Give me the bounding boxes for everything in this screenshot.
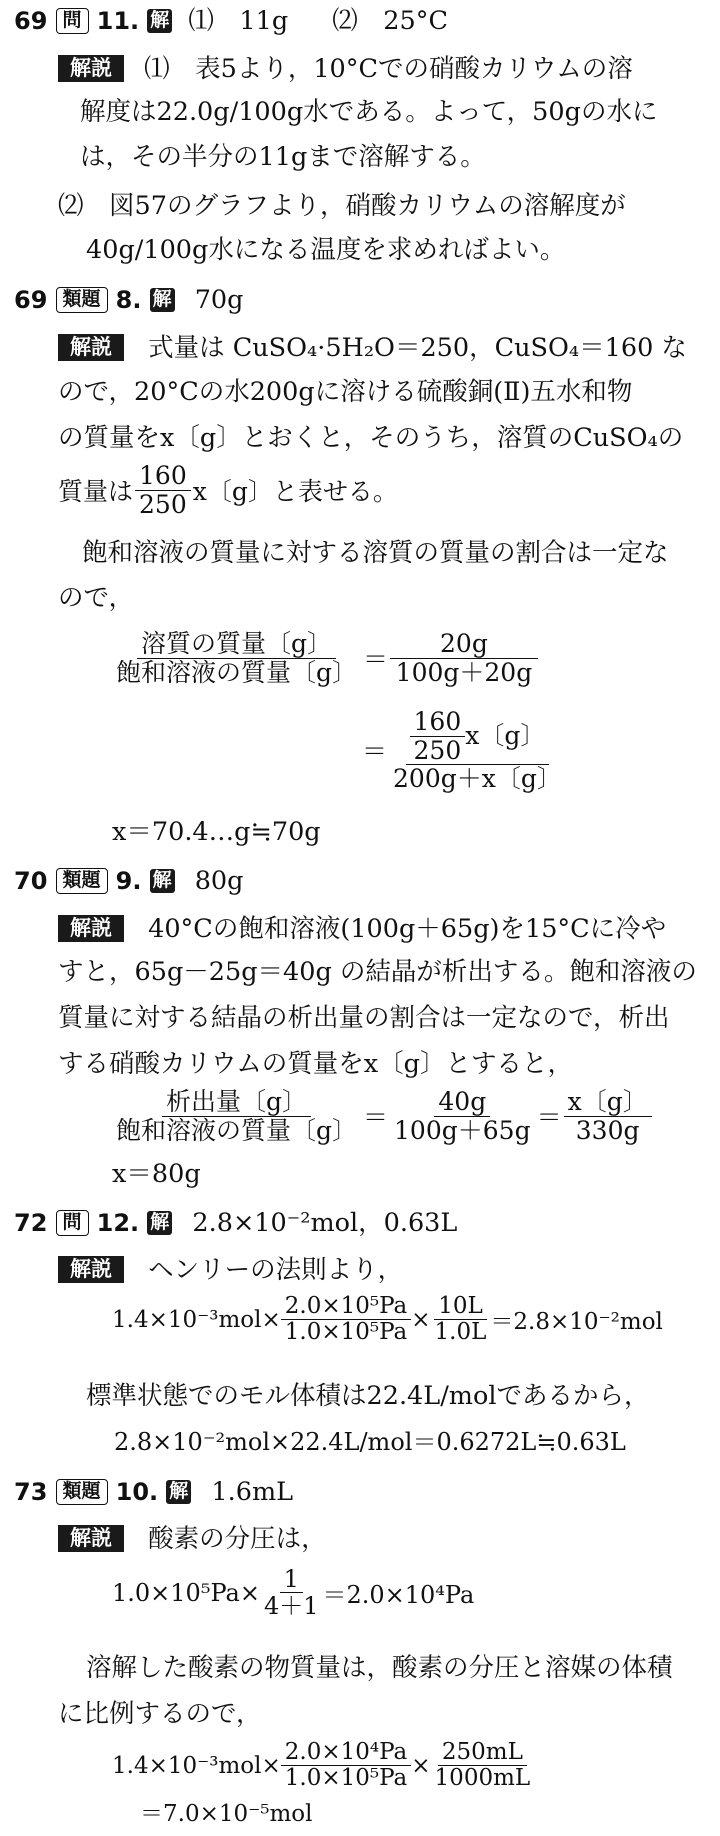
- equation: [362, 708, 566, 793]
- text-line: 溶解した酸素の物質量は，酸素の分圧と溶媒の体積: [86, 1653, 673, 1683]
- page-ref: 72: [14, 1209, 48, 1237]
- numerator: 2.0×10⁴Pa: [281, 1740, 412, 1766]
- numerator: [406, 708, 550, 765]
- equals: ＝: [363, 645, 389, 674]
- denominator: 1.0×10⁵Pa: [284, 1319, 408, 1346]
- explanation-badge: 解説: [58, 1525, 124, 1552]
- text: 1.4×10⁻³mol×: [112, 1752, 281, 1779]
- numerator: 1: [280, 1566, 303, 1593]
- text-line: ヘンリーの法則より，: [148, 1255, 404, 1285]
- question-number: 12.: [96, 1209, 140, 1237]
- answer: 70g: [194, 285, 244, 315]
- label-box: 類題: [56, 287, 108, 313]
- denominator: 100g＋65g: [394, 1115, 531, 1145]
- numerator: 溶質の質量〔g〕: [137, 630, 336, 659]
- fraction: [564, 1088, 652, 1144]
- numerator: 10L: [434, 1294, 487, 1320]
- question-number: 8.: [115, 286, 142, 314]
- explanation-badge: 解説: [58, 334, 124, 361]
- header-70-ruidai9: [14, 868, 243, 895]
- explanation-line: [58, 55, 633, 83]
- header-72-q12: [14, 1210, 457, 1237]
- times: ×: [411, 1306, 431, 1333]
- inner-fraction: [410, 708, 466, 764]
- header-69-q11: [14, 8, 448, 35]
- page-ref: 69: [14, 286, 48, 314]
- answer: 2.8×10⁻²mol，0.63L: [192, 1208, 458, 1238]
- page-ref: 70: [14, 867, 48, 895]
- denominator: 飽和溶液の質量〔g〕: [116, 1115, 358, 1145]
- denominator: 100g＋20g: [395, 657, 533, 687]
- equals: ＝: [536, 1103, 562, 1132]
- equals: ＝: [363, 1103, 389, 1132]
- text-line: 式量は CuSO₄·5H₂O＝250，CuSO₄＝160 な: [148, 333, 687, 363]
- page-ref: 69: [14, 7, 48, 35]
- fraction: [431, 1294, 491, 1346]
- answer: 1.6mL: [211, 1477, 294, 1507]
- fraction: [112, 1088, 361, 1144]
- label-box: 類題: [56, 868, 108, 894]
- text: 1.4×10⁻³mol×: [112, 1306, 281, 1333]
- text-line: 飽和溶液の質量に対する溶質の質量の割合は一定な: [82, 538, 669, 568]
- explanation-line: [58, 1256, 403, 1284]
- denominator: 飽和溶液の質量〔g〕: [116, 657, 358, 687]
- answer-1: ⑴ 11g: [188, 6, 289, 36]
- result-line: x＝70.4…g≒70g: [112, 817, 321, 847]
- answer-2: ⑵ 25°C: [332, 6, 448, 36]
- denominator: 330g: [575, 1115, 640, 1145]
- header-69-ruidai8: [14, 287, 243, 314]
- label-box: 類題: [56, 1479, 108, 1505]
- explanation-badge: 解説: [58, 1256, 124, 1283]
- fraction-line: [58, 462, 398, 518]
- equation: [112, 1566, 474, 1620]
- explanation-badge: 解説: [58, 915, 124, 942]
- explanation-line: [58, 915, 666, 943]
- question-number: 10.: [115, 1478, 159, 1506]
- fraction: [281, 1740, 412, 1792]
- numerator: 160: [135, 462, 191, 491]
- text-line: は，その半分の11gまで溶解する。: [80, 142, 486, 172]
- denominator: 250: [139, 489, 187, 519]
- text-line: 40g/100g水になる温度を求めればよい。: [86, 235, 566, 265]
- denominator: 4＋1: [263, 1592, 319, 1621]
- numerator: 2.0×10⁵Pa: [281, 1294, 412, 1320]
- text-line: ので，: [58, 583, 134, 613]
- text: 1.0×10⁵Pa×: [112, 1578, 260, 1607]
- header-73-ruidai10: [14, 1479, 293, 1506]
- equation: [112, 630, 538, 686]
- denominator: 1000mL: [434, 1765, 531, 1792]
- text-line: ので，20°Cの水200gに溶ける硫酸銅(Ⅱ)五水和物: [58, 377, 633, 407]
- numerator: 40g: [434, 1088, 490, 1117]
- fraction: [260, 1566, 323, 1620]
- fraction: [389, 708, 566, 793]
- text: ＝2.8×10⁻²mol: [490, 1309, 663, 1336]
- text-line: 質量に対する結晶の析出量の割合は一定なので，析出: [58, 1003, 670, 1033]
- explanation-badge: 解説: [58, 55, 124, 82]
- page-ref: 73: [14, 1478, 48, 1506]
- numerator: 析出量〔g〕: [162, 1088, 311, 1117]
- text-line: 標準状態でのモル体積は22.4L/molであるから，: [86, 1381, 650, 1411]
- text-line: 酸素の分圧は，: [148, 1524, 327, 1554]
- explanation-line: [58, 1525, 327, 1553]
- fraction: [390, 630, 538, 686]
- answer-mark: 解: [150, 869, 175, 893]
- question-number: 9.: [115, 867, 142, 895]
- denominator: 200g＋x〔g〕: [393, 764, 562, 793]
- text-line: 40°Cの飽和溶液(100g＋65g)を15°Cに冷や: [148, 914, 667, 944]
- answer-mark: 解: [166, 1480, 191, 1504]
- label-box: 問: [56, 8, 89, 34]
- denominator: 250: [413, 735, 462, 765]
- text-line: の質量をx〔g〕とおくと，そのうち，溶質のCuSO₄の: [58, 423, 684, 453]
- answer-mark: 解: [147, 9, 172, 33]
- text-line: する硝酸カリウムの質量をx〔g〕とすると，: [58, 1049, 573, 1079]
- fraction: [431, 1740, 535, 1792]
- answer-mark: 解: [147, 1211, 172, 1235]
- fraction: [112, 630, 361, 686]
- numerator: x〔g〕: [564, 1088, 652, 1117]
- equation: [112, 1740, 534, 1792]
- text-line: ⑵ 図57のグラフより，硝酸カリウムの溶解度が: [58, 191, 626, 221]
- denominator: 1.0L: [434, 1319, 487, 1346]
- fraction: [135, 462, 191, 518]
- text-line: 解度は22.0g/100g水である。よって，50gの水に: [80, 97, 658, 127]
- result-line: x＝80g: [112, 1159, 201, 1189]
- text: 質量は: [58, 477, 134, 506]
- equation: [112, 1088, 652, 1144]
- text-line: に比例するので，: [58, 1699, 262, 1729]
- numerator: 250mL: [438, 1740, 527, 1766]
- answer: 80g: [194, 866, 244, 896]
- variable: x〔g〕: [465, 721, 546, 751]
- denominator: 1.0×10⁵Pa: [284, 1765, 408, 1792]
- fraction: [390, 1088, 535, 1144]
- numerator: 160: [410, 708, 466, 737]
- numerator: 20g: [390, 630, 538, 659]
- answer-mark: 解: [150, 288, 175, 312]
- result-line: ＝7.0×10⁻⁵mol: [140, 1801, 313, 1827]
- equals: ＝: [362, 737, 388, 767]
- label-box: 問: [56, 1210, 89, 1236]
- text-line: すと，65g－25g＝40g の結晶が析出する。飽和溶液の: [58, 957, 697, 987]
- explanation-line: [58, 334, 687, 362]
- result-line: 2.8×10⁻²mol×22.4L/mol＝0.6272L≒0.63L: [114, 1428, 626, 1456]
- times: ×: [411, 1752, 431, 1779]
- text: x〔g〕と表せる。: [192, 477, 398, 506]
- equation: [112, 1294, 663, 1346]
- text: ＝2.0×10⁴Pa: [322, 1581, 475, 1610]
- fraction: [281, 1294, 412, 1346]
- text-line: ⑴ 表5より，10°Cでの硝酸カリウムの溶: [144, 54, 633, 84]
- question-number: 11.: [96, 7, 140, 35]
